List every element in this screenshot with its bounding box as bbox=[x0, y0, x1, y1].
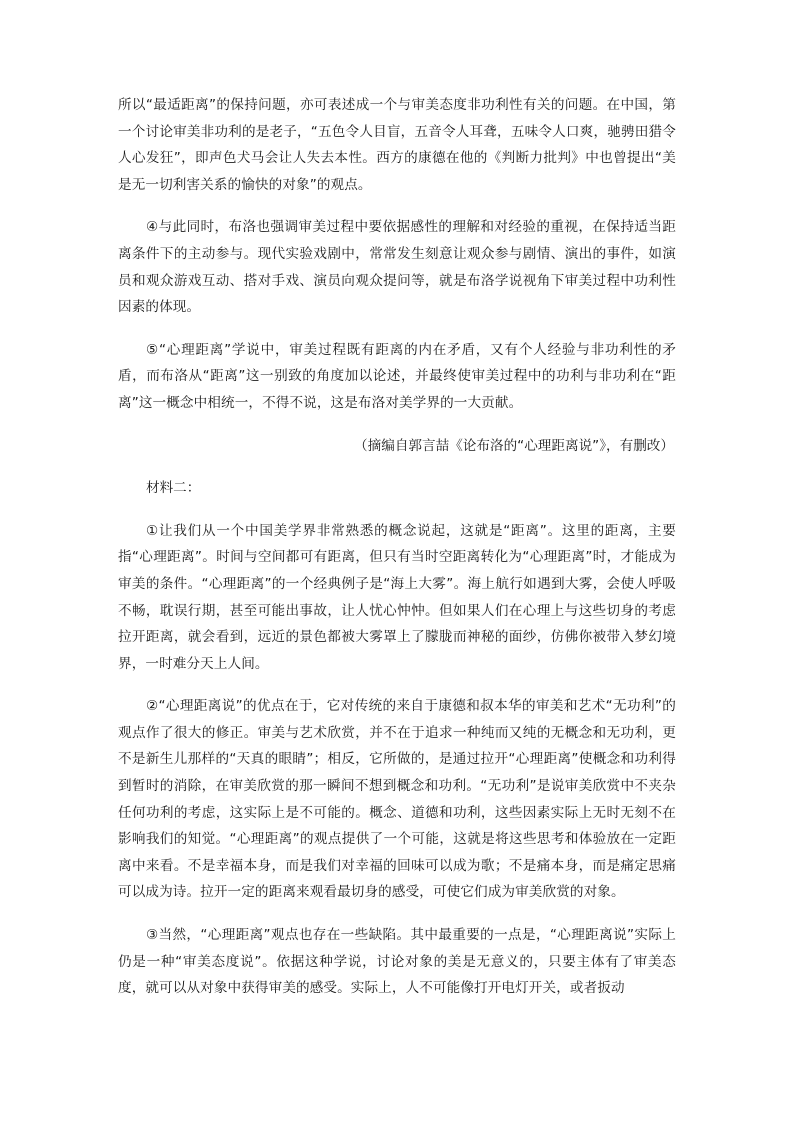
material-paragraph-2: ②“心理距离说”的优点在于，它对传统的来自于康德和叔本华的审美和艺术“无功利”的观点作了很大的修正。审美与艺术欣赏，并不在于追求一种纯而又纯的无概念和无功利，更不是新生儿那样的“天真的眼睛”；相反，它所做的，是通过拉开“心理距离”使概念和功利得到暂时的消除，在审美欣赏的那一瞬间不想到概念和功利。“无功利”是说审美欣赏中不夹杂任何功利的考虑，这实际上是不可能的。概念、道德和功利，这些因素实际上无时无刻不在影响我们的知觉。“心理距离”的观点提供了一个可能，这就是将这些思考和体验放在一定距离中来看。不是幸福本身，而是我们对幸福的回味可以成为歌；不是痛本身，而是痛定思痛可以成为诗。拉开一定的距离来观看最切身的感受，可使它们成为审美欣赏的对象。 bbox=[118, 698, 676, 901]
document-page bbox=[118, 92, 676, 1018]
material-paragraph-1: ①让我们从一个中国美学界非常熟悉的概念说起，这就是“距离”。这里的距离，主要指“心理距离”。时间与空间都可有距离，但只有当时空距离转化为“心理距离”时，才能成为审美的条件。“心理距离”的一个经典例子是“海上大雾”。海上航行如遇到大雾，会使人呼吸不畅，耽误行期，甚至可能出事故，让人忧心忡忡。但如果人们在心理上与这些切身的考虑拉开距离，就会看到，远近的景色都被大雾罩上了朦胧而神秘的面纱，仿佛你被带入梦幻境界，一时难分天上人间。 bbox=[118, 522, 676, 672]
paragraph-continued: 所以“最适距离”的保持问题，亦可表述成一个与审美态度非功利性有关的问题。在中国，第一个讨论审美非功利的是老子，“五色令人目盲，五音令人耳聋，五味令人口爽，驰骋田猎令人心发狂”，即声色犬马会让人失去本性。西方的康德在他的《判断力批判》中也曾提出“美是无一切利害关系的愉快的对象”的观点。 bbox=[118, 97, 676, 193]
material-two-label: 材料二： bbox=[146, 480, 201, 497]
source-citation: （摘编自郭言喆《论布洛的“心理距离说”》，有删改） bbox=[354, 437, 674, 454]
paragraph-5: ⑤“心理距离”学说中，审美过程既有距离的内在矛盾，又有个人经验与非功利性的矛盾，而布洛从“距离”这一别致的角度加以论述，并最终使审美过程中的功利与非功利在“距离”这一概念中相统一，不得不说，这是布洛对美学界的一大贡献。 bbox=[118, 341, 676, 411]
material-paragraph-3: ③当然，“心理距离”观点也存在一些缺陷。其中最重要的一点是，“心理距离说”实际上仍是一种“审美态度说”。依据这种学说，讨论对象的美是无意义的，只要主体有了审美态度，就可以从对象中获得审美的感受。实际上，人不可能像打开电灯开关，或者扳动 bbox=[118, 927, 676, 997]
paragraph-4: ④与此同时，布洛也强调审美过程中要依据感性的理解和对经验的重视，在保持适当距离条件下的主动参与。现代实验戏剧中，常常发生刻意让观众参与剧情、演出的事件，如演员和观众游戏互动、搭对手戏、演员向观众提问等，就是布洛学说视角下审美过程中功利性因素的体现。 bbox=[118, 219, 676, 316]
